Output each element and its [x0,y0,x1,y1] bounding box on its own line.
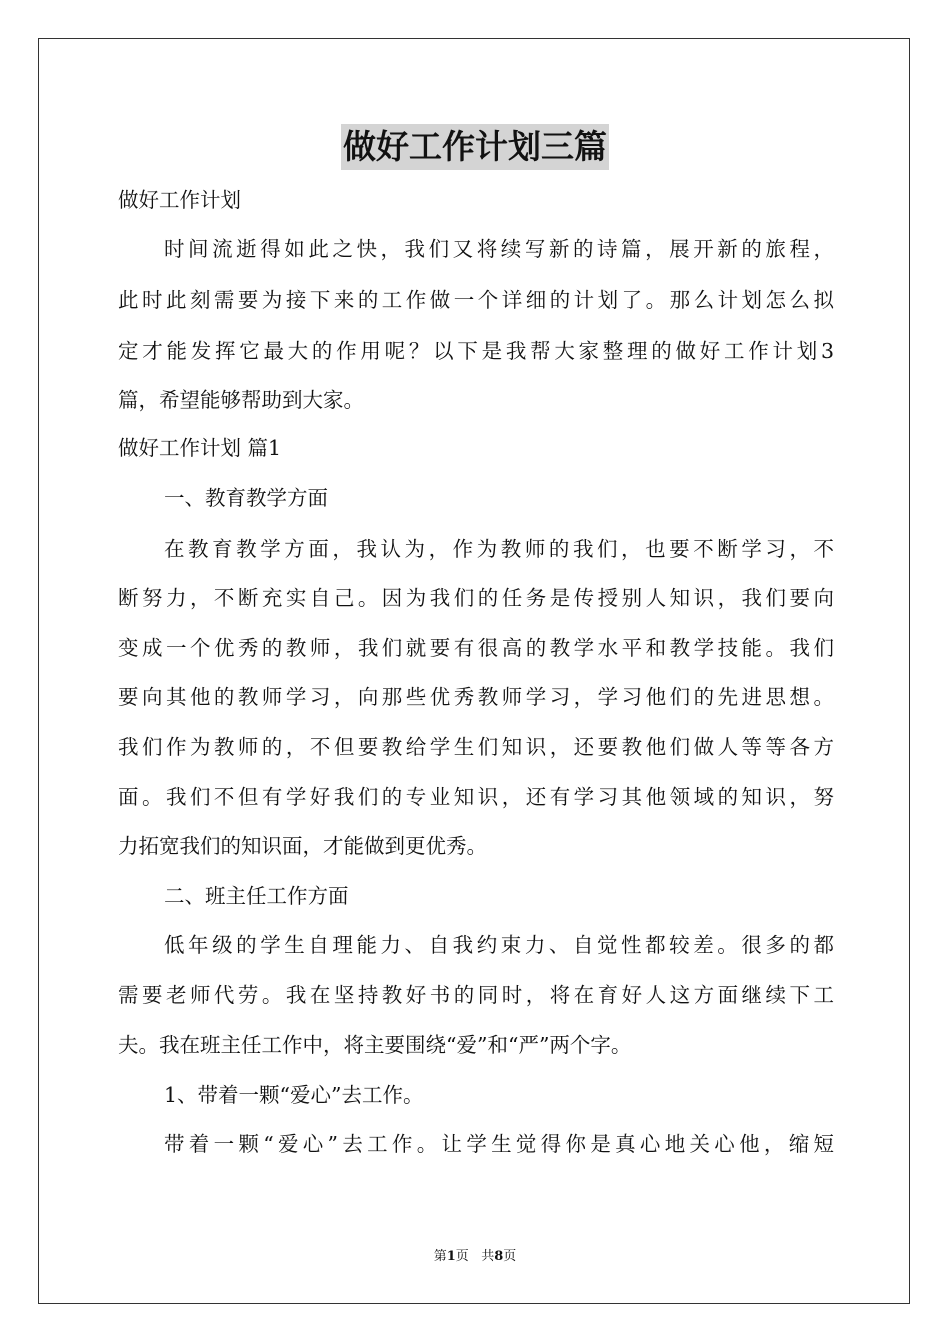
paragraph-line: 面。我们不但有学好我们的专业知识，还有学习其他领域的知识，努 [118,785,834,809]
paragraph-line: 断努力，不断充实自己。因为我们的任务是传授别人知识，我们要向 [118,586,834,610]
subsection-heading: 1、带着一颗“爱心”去工作。 [164,1083,424,1107]
paragraph-line: 篇，希望能够帮助到大家。 [118,388,364,412]
paragraph-line: 时间流逝得如此之快，我们又将续写新的诗篇，展开新的旅程， [164,237,834,261]
page-prefix: 第 [433,1249,447,1264]
paragraph-line: 此时此刻需要为接下来的工作做一个详细的计划了。那么计划怎么拟 [118,288,834,312]
paragraph-line: 定才能发挥它最大的作用呢？以下是我帮大家整理的做好工作计划3 [118,339,834,363]
document-title: 做好工作计划三篇 [341,124,609,170]
paragraph-line: 带着一颗“爱心”去工作。让学生觉得你是真心地关心他，缩短 [164,1132,834,1156]
paragraph-line: 夫。我在班主任工作中，将主要围绕“爱”和“严”两个字。 [118,1033,632,1057]
paragraph-line: 低年级的学生自理能力、自我约束力、自觉性都较差。很多的都 [164,933,834,957]
total-pages: 8 [494,1249,504,1264]
page-number: 1 [446,1249,456,1264]
paragraph-line: 力拓宽我们的知识面，才能做到更优秀。 [118,834,487,858]
paragraph-line: 在教育教学方面，我认为，作为教师的我们，也要不断学习，不 [164,537,834,561]
paragraph-line: 变成一个优秀的教师，我们就要有很高的教学水平和教学技能。我们 [118,636,834,660]
section-heading: 做好工作计划 [118,188,241,212]
section-heading: 做好工作计划 篇1 [118,436,282,460]
title-container [0,124,950,170]
subsection-heading: 二、班主任工作方面 [164,884,349,908]
page-footer [0,1245,950,1264]
total-suffix: 页 [503,1249,517,1264]
paragraph-line: 需要老师代劳。我在坚持教好书的同时，将在育好人这方面继续下工 [118,983,834,1007]
paragraph-line: 要向其他的教师学习，向那些优秀教师学习，学习他们的先进思想。 [118,685,834,709]
paragraph-line: 我们作为教师的，不但要教给学生们知识，还要教他们做人等等各方 [118,735,834,759]
total-prefix: 共 [481,1249,495,1264]
page-border [38,38,910,1304]
subsection-heading: 一、教育教学方面 [164,486,328,510]
page-suffix: 页 [455,1249,469,1264]
